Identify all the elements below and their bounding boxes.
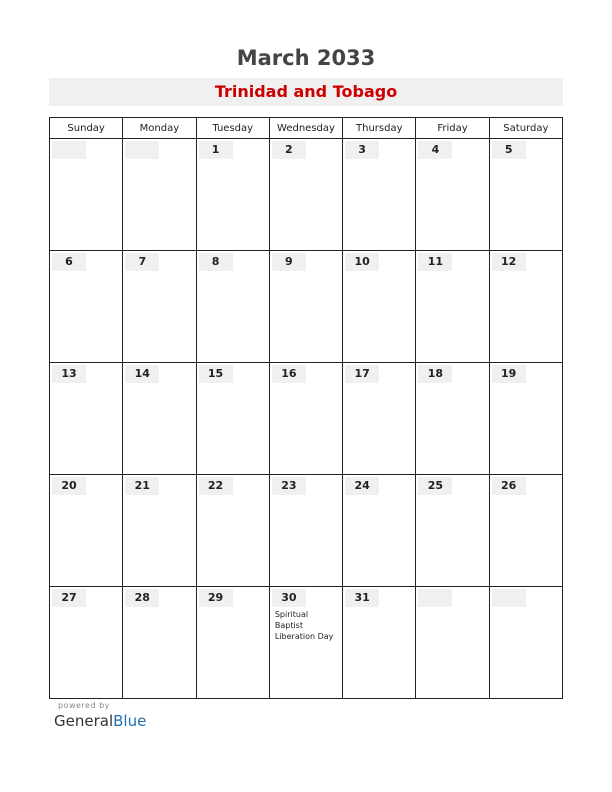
day-number: 21	[125, 477, 159, 495]
day-number: 9	[272, 253, 306, 271]
day-number	[492, 589, 526, 607]
weekday-header-row	[50, 118, 563, 139]
day-cell	[489, 475, 562, 587]
day-cell	[416, 139, 489, 251]
day-cell	[123, 139, 196, 251]
day-number: 27	[52, 589, 86, 607]
day-number: 4	[418, 141, 452, 159]
day-number: 5	[492, 141, 526, 159]
brand-logo	[54, 712, 146, 730]
day-number: 15	[199, 365, 233, 383]
day-cell	[50, 363, 123, 475]
day-cell	[416, 363, 489, 475]
day-cell	[269, 251, 342, 363]
weekday-header: Tuesday	[196, 118, 269, 139]
day-number: 23	[272, 477, 306, 495]
day-number: 12	[492, 253, 526, 271]
powered-by-label: powered by	[58, 701, 110, 710]
day-number: 2	[272, 141, 306, 159]
day-cell	[123, 363, 196, 475]
day-cell	[343, 251, 416, 363]
day-cell	[343, 363, 416, 475]
page-title: March 2033	[236, 46, 376, 70]
day-number	[418, 589, 452, 607]
day-cell	[50, 587, 123, 699]
day-cell	[123, 475, 196, 587]
weekday-header: Monday	[123, 118, 196, 139]
day-number: 13	[52, 365, 86, 383]
day-number: 8	[199, 253, 233, 271]
day-cell	[269, 139, 342, 251]
day-number: 26	[492, 477, 526, 495]
day-number: 30	[272, 589, 306, 607]
day-cell	[269, 587, 342, 699]
day-number: 24	[345, 477, 379, 495]
brand-name-part1: General	[54, 712, 114, 730]
day-cell	[489, 251, 562, 363]
day-cell	[269, 363, 342, 475]
day-cell	[196, 251, 269, 363]
brand-name-part2: Blue	[113, 712, 147, 730]
day-cell	[50, 475, 123, 587]
day-cell	[123, 251, 196, 363]
day-cell	[123, 587, 196, 699]
day-number: 6	[52, 253, 86, 271]
week-row	[50, 363, 563, 475]
day-number: 31	[345, 589, 379, 607]
holiday-label: Spiritual Baptist Liberation Day	[274, 610, 334, 641]
weekday-header: Wednesday	[269, 118, 342, 139]
day-cell	[50, 251, 123, 363]
week-row	[50, 587, 563, 699]
day-cell	[416, 251, 489, 363]
day-number: 20	[52, 477, 86, 495]
day-cell	[343, 587, 416, 699]
day-cell	[416, 587, 489, 699]
day-number	[52, 141, 86, 159]
day-number: 7	[125, 253, 159, 271]
day-cell	[196, 587, 269, 699]
day-cell	[269, 475, 342, 587]
weekday-header: Thursday	[343, 118, 416, 139]
day-cell	[489, 587, 562, 699]
week-row	[50, 139, 563, 251]
day-cell	[343, 475, 416, 587]
day-cell	[489, 363, 562, 475]
day-number: 28	[125, 589, 159, 607]
day-cell	[196, 139, 269, 251]
weekday-header: Friday	[416, 118, 489, 139]
calendar-grid	[49, 117, 563, 699]
day-number: 29	[199, 589, 233, 607]
day-number: 10	[345, 253, 379, 271]
day-number	[125, 141, 159, 159]
day-cell	[196, 363, 269, 475]
country-name: Trinidad and Tobago	[214, 82, 398, 101]
week-row	[50, 251, 563, 363]
day-number: 3	[345, 141, 379, 159]
day-cell	[196, 475, 269, 587]
day-cell	[416, 475, 489, 587]
weekday-header: Saturday	[489, 118, 562, 139]
weekday-header: Sunday	[50, 118, 123, 139]
day-cell	[489, 139, 562, 251]
week-row	[50, 475, 563, 587]
day-number: 1	[199, 141, 233, 159]
day-cell	[50, 139, 123, 251]
day-number: 25	[418, 477, 452, 495]
day-cell	[343, 139, 416, 251]
day-number: 19	[492, 365, 526, 383]
day-number: 11	[418, 253, 452, 271]
country-banner	[49, 78, 563, 106]
day-number: 22	[199, 477, 233, 495]
day-number: 16	[272, 365, 306, 383]
day-number: 14	[125, 365, 159, 383]
day-number: 18	[418, 365, 452, 383]
day-number: 17	[345, 365, 379, 383]
